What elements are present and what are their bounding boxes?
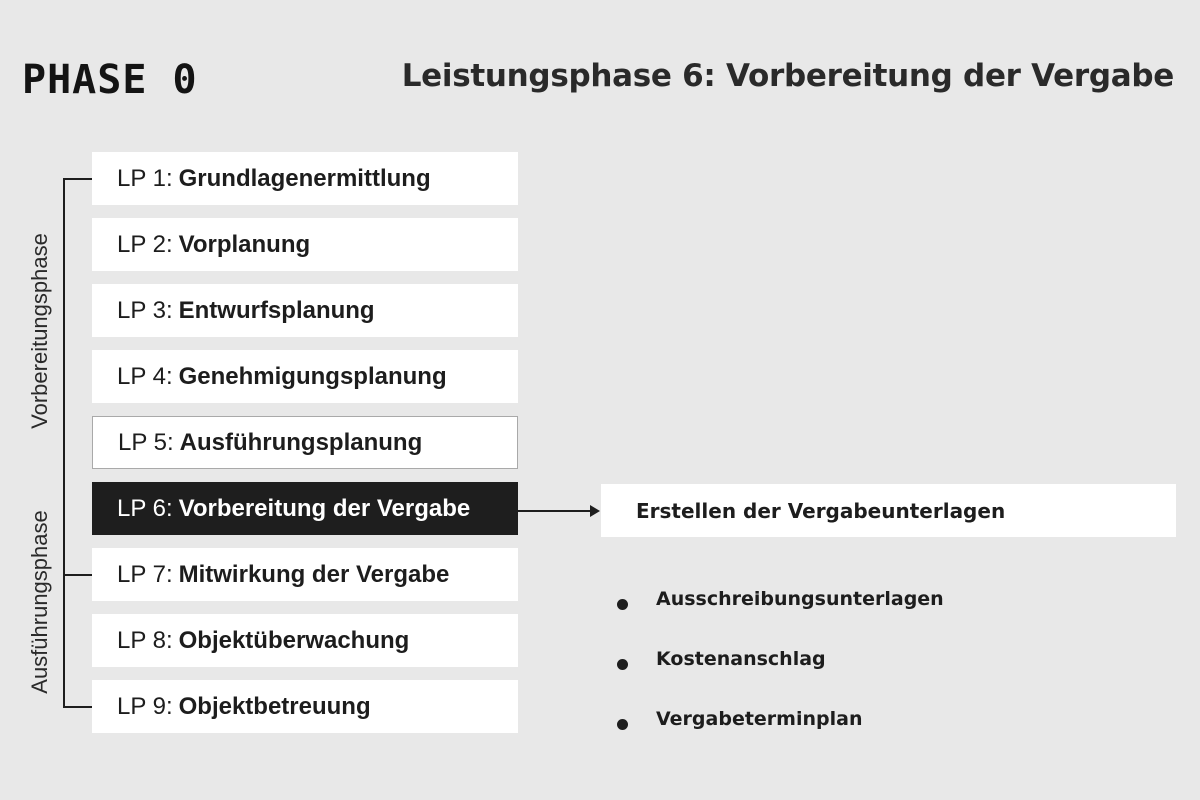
phase-prefix: LP 3:: [117, 296, 173, 324]
phase-item-lp7: [92, 548, 518, 601]
arrow-right-icon: [590, 505, 600, 517]
phase-name: Vorbereitung der Vergabe: [178, 494, 471, 522]
phase-item-lp8: [92, 614, 518, 667]
list-item-label: Ausschreibungsunterlagen: [656, 588, 944, 610]
bullet-icon: [617, 659, 628, 670]
deliverables-list: [617, 588, 944, 768]
phase-name: Grundlagenermittlung: [178, 164, 431, 192]
bracket-vertical-line: [63, 178, 65, 708]
list-item: [617, 588, 944, 648]
phase-item-lp3: [92, 284, 518, 337]
bracket-bottom-tick: [63, 706, 92, 708]
arrow-line: [518, 510, 592, 512]
phase-name: Entwurfsplanung: [178, 296, 375, 324]
list-item: [617, 648, 944, 708]
list-item-label: Vergabeterminplan: [656, 708, 863, 730]
result-heading-box: Erstellen der Vergabeunterlagen: [601, 484, 1176, 537]
phase-prefix: LP 8:: [117, 626, 173, 654]
bracket-top-tick: [63, 178, 92, 180]
phase-item-lp9: [92, 680, 518, 733]
phase0-logo: PHASE 0: [22, 57, 198, 103]
phase-name: Genehmigungsplanung: [178, 362, 447, 390]
phase-item-lp5: [92, 416, 518, 469]
phase-prefix: LP 2:: [117, 230, 173, 258]
phase-prefix: LP 5:: [118, 428, 174, 456]
phase-prefix: LP 9:: [117, 692, 173, 720]
phase-item-lp1: [92, 152, 518, 205]
phase-prefix: LP 7:: [117, 560, 173, 588]
page-title: Leistungsphase 6: Vorbereitung der Vergabe: [401, 58, 1174, 94]
list-item-label: Kostenanschlag: [656, 648, 826, 670]
phase-item-lp4: [92, 350, 518, 403]
phase-prefix: LP 4:: [117, 362, 173, 390]
phase-name: Ausführungsplanung: [179, 428, 423, 456]
list-item: [617, 708, 944, 768]
group-label-ausfuehrungsphase: Ausführungsphase: [27, 510, 52, 694]
phase-prefix: LP 1:: [117, 164, 173, 192]
phase-name: Objektüberwachung: [178, 626, 410, 654]
bracket-middle-tick: [63, 574, 92, 576]
group-label-vorbereitungsphase: Vorbereitungsphase: [27, 233, 52, 429]
phase-item-lp6-active: [92, 482, 518, 535]
phase-prefix: LP 6:: [117, 494, 173, 522]
phase-name: Mitwirkung der Vergabe: [178, 560, 450, 588]
phase-item-lp2: [92, 218, 518, 271]
bullet-icon: [617, 599, 628, 610]
phase-name: Vorplanung: [178, 230, 311, 258]
phase-name: Objektbetreuung: [178, 692, 371, 720]
bullet-icon: [617, 719, 628, 730]
